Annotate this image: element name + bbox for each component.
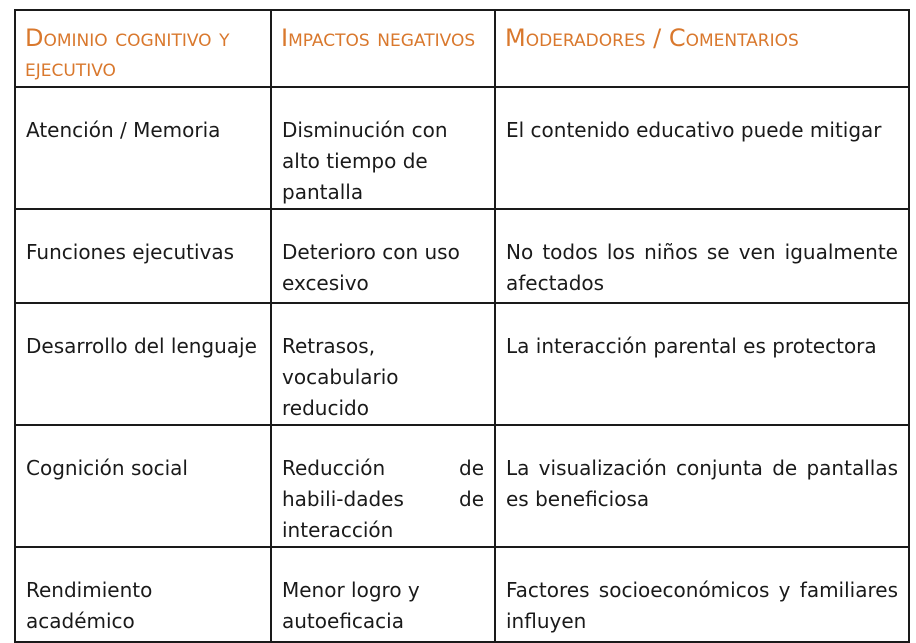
cell-moderator: La visualización conjunta de pantallas es beneficiosa	[495, 425, 909, 547]
header-cognitive-domain: Dominio cognitivo y ejecutivo	[15, 10, 271, 87]
table-row	[15, 547, 909, 642]
header-moderators-comments: Moderadores / Comentarios	[495, 10, 909, 87]
cell-domain: Atención / Memoria	[15, 87, 271, 209]
table-row	[15, 209, 909, 303]
cell-domain: Cognición social	[15, 425, 271, 547]
table-row	[15, 303, 909, 425]
cell-impact: Disminución con alto tiempo de pantalla	[271, 87, 495, 209]
header-negative-impacts: Impactos negativos	[271, 10, 495, 87]
comparison-table-container	[14, 9, 908, 643]
cell-moderator: El contenido educativo puede mitigar	[495, 87, 909, 209]
cell-impact: Retrasos, vocabulario reducido	[271, 303, 495, 425]
cell-impact: Deterioro con uso excesivo	[271, 209, 495, 303]
cell-impact: Menor logro y autoeficacia	[271, 547, 495, 642]
cell-domain: Rendimiento académico	[15, 547, 271, 642]
cell-moderator: No todos los niños se ven igualmente afectados	[495, 209, 909, 303]
table-row	[15, 87, 909, 209]
cell-impact: Reducción de habili-dades de interacción	[271, 425, 495, 547]
cell-domain: Desarrollo del lenguaje	[15, 303, 271, 425]
cognitive-impact-table	[14, 9, 910, 643]
cell-domain: Funciones ejecutivas	[15, 209, 271, 303]
table-header-row	[15, 10, 909, 87]
cell-moderator: La interacción parental es protectora	[495, 303, 909, 425]
cell-moderator: Factores socioeconómicos y familiares influyen	[495, 547, 909, 642]
table-row	[15, 425, 909, 547]
